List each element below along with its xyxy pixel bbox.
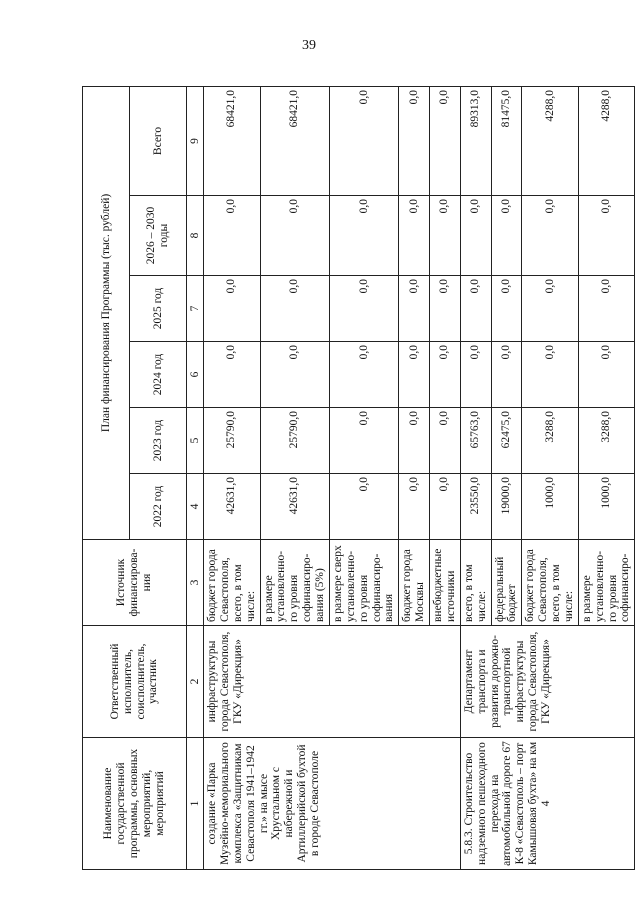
value-2023: 3288,0 — [578, 408, 635, 474]
activity-name: создание «Парка Музейно-мемориального комплекса «Защитникам Севастополя 1941–1942 гг.» на мысе Хрустальном с набережной и Артиллерийской бухтой в городе Севастополе — [204, 738, 461, 870]
value-total: 0,0 — [430, 86, 461, 195]
value-2024: 0,0 — [460, 342, 491, 408]
value-2023: 25790,0 — [204, 408, 261, 474]
header-executor: Ответственный исполнитель, соисполнитель, участник — [83, 626, 187, 738]
value-total: 68421,0 — [204, 86, 261, 195]
header-name: Наименование государственной программы, основных мероприятий, мероприятий — [83, 738, 187, 870]
activity-executor: Департамент транспорта и развития дорожно-транспортной инфраструктуры города Севастополя, ГКУ «Дирекция» — [460, 626, 635, 738]
header-source: Источник финансирова-ния — [83, 540, 187, 626]
value-2026-2030: 0,0 — [522, 196, 579, 276]
value-2026-2030: 0,0 — [460, 196, 491, 276]
column-number: 3 — [187, 540, 204, 626]
value-2023: 65763,0 — [460, 408, 491, 474]
value-2024: 0,0 — [578, 342, 635, 408]
value-2024: 0,0 — [260, 342, 329, 408]
value-2026-2030: 0,0 — [491, 196, 522, 276]
funding-source: в размере установленно-го уровня софинансиро-вания (5%) — [260, 540, 329, 626]
header-year-2022: 2022 год — [130, 474, 187, 540]
value-2022: 0,0 — [399, 474, 430, 540]
column-number: 1 — [187, 738, 204, 870]
value-2025: 0,0 — [491, 276, 522, 342]
header-year-2026-2030: 2026 – 2030 годы — [130, 196, 187, 276]
value-total: 68421,0 — [260, 86, 329, 195]
funding-source: бюджет города Севастополя, всего, в том числе: — [522, 540, 579, 626]
value-2025: 0,0 — [578, 276, 635, 342]
column-number: 8 — [187, 196, 204, 276]
value-2025: 0,0 — [329, 276, 398, 342]
value-total: 0,0 — [329, 86, 398, 195]
value-2022: 0,0 — [430, 474, 461, 540]
column-number: 9 — [187, 86, 204, 195]
table-row — [204, 86, 261, 869]
value-2025: 0,0 — [260, 276, 329, 342]
funding-source: внебюджетные источники — [430, 540, 461, 626]
funding-source: всего, в том числе: — [460, 540, 491, 626]
value-2023: 3288,0 — [522, 408, 579, 474]
column-number: 7 — [187, 276, 204, 342]
value-2026-2030: 0,0 — [578, 196, 635, 276]
value-2023: 0,0 — [329, 408, 398, 474]
header-year-2023: 2023 год — [130, 408, 187, 474]
funding-source: бюджет города Севастополя, всего, в том числе: — [204, 540, 261, 626]
value-2026-2030: 0,0 — [430, 196, 461, 276]
column-number: 4 — [187, 474, 204, 540]
header-total: Всего — [130, 86, 187, 195]
value-2022: 23550,0 — [460, 474, 491, 540]
funding-source: федеральный бюджет — [491, 540, 522, 626]
table-row — [460, 86, 491, 869]
value-2025: 0,0 — [522, 276, 579, 342]
value-2023: 25790,0 — [260, 408, 329, 474]
value-2026-2030: 0,0 — [260, 196, 329, 276]
value-2022: 0,0 — [329, 474, 398, 540]
funding-source: в размере установленно-го уровня софинансиро- — [578, 540, 635, 626]
activity-name: 5.8.3. Строительство надземного пешеходного перехода на автомобильной дороге 67 К-8 «Севастополь – порт Камышовая бухта» на км 4 — [460, 738, 635, 870]
value-2024: 0,0 — [491, 342, 522, 408]
value-total: 81475,0 — [491, 86, 522, 195]
rotated-table-container — [82, 87, 632, 870]
column-number: 6 — [187, 342, 204, 408]
value-2024: 0,0 — [204, 342, 261, 408]
page-number: 39 — [302, 38, 316, 53]
financing-table — [82, 86, 635, 870]
value-2026-2030: 0,0 — [399, 196, 430, 276]
value-total: 4288,0 — [578, 86, 635, 195]
value-2024: 0,0 — [522, 342, 579, 408]
value-2025: 0,0 — [430, 276, 461, 342]
value-2026-2030: 0,0 — [329, 196, 398, 276]
funding-source: в размере сверх установленно-го уровня софинансиро-вания — [329, 540, 398, 626]
activity-executor: инфраструктуры города Севастополя, ГКУ «Дирекция» — [204, 626, 461, 738]
funding-source: бюджет города Москвы — [399, 540, 430, 626]
column-number: 5 — [187, 408, 204, 474]
value-2025: 0,0 — [399, 276, 430, 342]
header-year-2025: 2025 год — [130, 276, 187, 342]
value-total: 89313,0 — [460, 86, 491, 195]
value-2025: 0,0 — [204, 276, 261, 342]
value-2026-2030: 0,0 — [204, 196, 261, 276]
value-total: 0,0 — [399, 86, 430, 195]
value-2024: 0,0 — [430, 342, 461, 408]
value-2024: 0,0 — [329, 342, 398, 408]
value-2022: 42631,0 — [204, 474, 261, 540]
value-total: 4288,0 — [522, 86, 579, 195]
value-2023: 62475,0 — [491, 408, 522, 474]
value-2022: 42631,0 — [260, 474, 329, 540]
header-plan: План финансирования Программы (тыс. рублей) — [83, 86, 130, 539]
value-2023: 0,0 — [430, 408, 461, 474]
value-2022: 19000,0 — [491, 474, 522, 540]
value-2022: 1000,0 — [522, 474, 579, 540]
value-2022: 1000,0 — [578, 474, 635, 540]
header-year-2024: 2024 год — [130, 342, 187, 408]
value-2025: 0,0 — [460, 276, 491, 342]
value-2023: 0,0 — [399, 408, 430, 474]
value-2024: 0,0 — [399, 342, 430, 408]
column-number: 2 — [187, 626, 204, 738]
